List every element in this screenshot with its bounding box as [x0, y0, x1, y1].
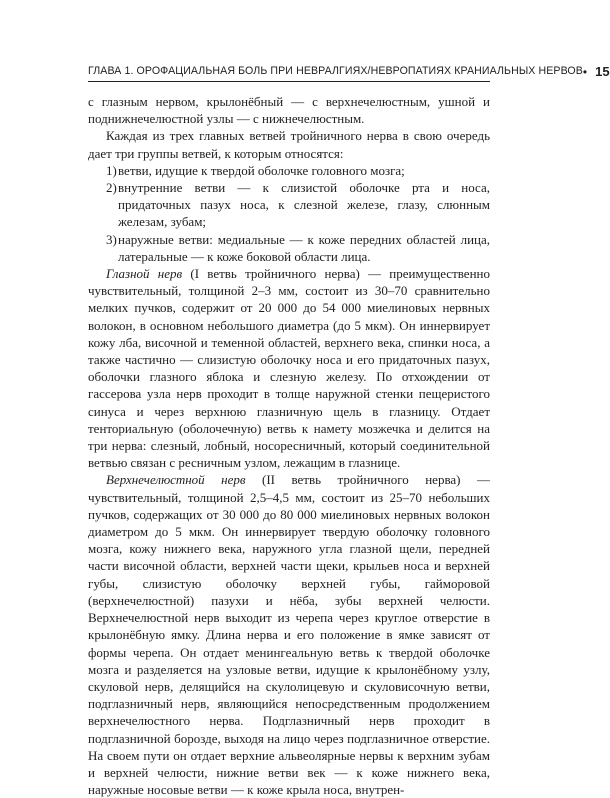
bullet-icon: •	[582, 65, 588, 79]
chapter-title: ГЛАВА 1. ОРОФАЦИАЛЬНАЯ БОЛЬ ПРИ НЕВРАЛГИЯХ/НЕВРОПАТИЯХ КРАНИАЛЬНЫХ НЕРВОВ	[88, 65, 583, 78]
header-right	[583, 65, 610, 81]
list-item-text: внутренние ветви — к слизистой оболочке рта и носа, придаточных пазух носа, к слезной железе, глазу, слюнным железам, зубам;	[118, 180, 490, 230]
list-item-number: 3)	[106, 231, 117, 247]
list-item-number: 1)	[106, 162, 117, 178]
page-number: 15	[595, 64, 610, 79]
list-item	[88, 162, 490, 179]
list-item-number: 2)	[106, 180, 117, 196]
paragraph-text: (II ветвь тройничного нерва) — чувствительный, толщиной 2,5–4,5 мм, состоит из 25–70 небольших пучков, содержащих от 30 000 до 80 000 миелиновых нервных волокон диаметром до 5 мкм. Он иннервирует твердую оболочку головного мозга, кожу нижнего века, наружного угла глазной щели, передней части височной области, верхней части щеки, крыльев носа и верхней губы, слизистую оболочку верхней губы, гайморовой (верхнечелюстной) пазухи и нёба, зубы верхней челюсти. Верхнечелюстной нерв выходит из черепа через круглое отверстие в крылонёбную ямку. Длина нерва и его положение в ямке зависят от формы черепа. Он отдает менингеальную ветвь к твердой оболочке мозга и разделяется на узловые ветви, идущие к крылонёбному узлу, скуловой нерв, делящийся на скулолицевую и скуловисочную ветви, подглазничный нерв, являющийся непосредственным продолжением верхнечелюстного нерва. Подглазничный нерв проходит в подглазничной борозде, выходя на лицо через подглазничное отверстие. На своем пути он отдает верхние альвеолярные нервы к верхним зубам и верхней челюсти, нижние ветви век — к коже нижнего века, наружные носовые ветви — к коже крыла носа, внутрен-	[88, 472, 490, 798]
paragraph-text: (I ветвь тройничного нерва) — преимущественно чувствительный, толщиной 2–3 мм, состоит из 30–70 сравнительно мелких пучков, содержит от 20 000 до 54 000 миелиновых нервных волокон, в основном небольшого диаметра (до 5 мкм). Он иннервирует кожу лба, височной и теменной областей, верхнего века, спинки носа, а также частично — слизистую оболочку носа и его придаточных пазух, оболочки глазного яблока и слезную железу. По отхождении от гассерова узла нерв проходит в толще наружной стенки пещеристого синуса и через верхнюю глазничную щель в глазницу. Отдает тенториальную (оболочечную) ветвь к намету мозжечка и делится на три нерва: слезный, лобный, носоресничный, который соединительной ветвью связан с ресничным узлом, лежащим в глазнице.	[88, 266, 490, 471]
list-item	[88, 231, 490, 265]
term-maxillary-nerve: Верхнечелюстной нерв	[106, 472, 246, 488]
paragraph-maxillary-nerve	[88, 471, 490, 798]
body-text	[88, 93, 490, 798]
list-item-text: наружные ветви: медиальные — к коже передних областей лица, латеральные — к коже боковой области лица.	[118, 231, 490, 264]
list-item	[88, 179, 490, 231]
branch-list	[88, 162, 490, 265]
paragraph-1: с глазным нервом, крылонёбный — с верхнечелюстным, ушной и поднижнечелюстной узлы — с нижнечелюстным.	[88, 94, 490, 127]
term-ophthalmic-nerve: Глазной нерв	[106, 266, 183, 282]
list-item-text: ветви, идущие к твердой оболочке головного мозга;	[118, 162, 405, 178]
paragraph-2: Каждая из трех главных ветвей тройничного нерва в свою очередь дает три группы ветвей, к которым относятся:	[88, 128, 490, 161]
paragraph-ophthalmic-nerve	[88, 265, 490, 471]
running-header	[88, 61, 610, 82]
